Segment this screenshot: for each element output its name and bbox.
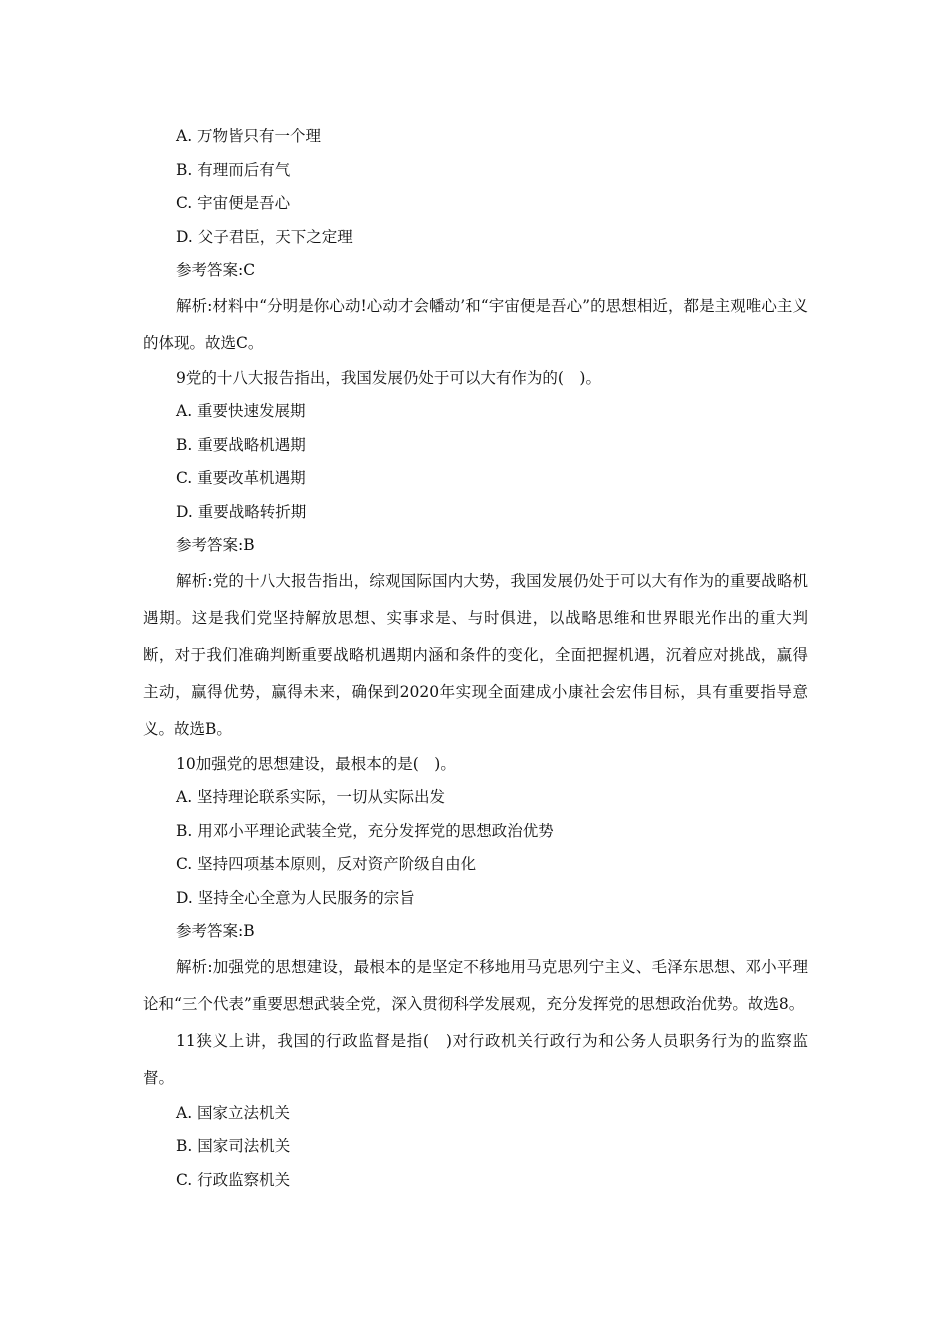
q8-option-b: B. 有理而后有气 <box>176 160 291 179</box>
q8-answer: 参考答案:C <box>176 261 256 279</box>
q11-option-a: A. 国家立法机关 <box>176 1103 291 1122</box>
q9-option-b: B. 重要战略机遇期 <box>176 435 306 454</box>
q9-answer: 参考答案:B <box>176 536 255 554</box>
q9-option-a: A. 重要快速发展期 <box>176 402 306 420</box>
q9-question: 9党的十八大报告指出，我国发展仍处于可以大有作为的( )。 <box>176 368 601 387</box>
q10-answer: 参考答案:B <box>176 922 255 940</box>
q8-option-d: D. 父子君臣，天下之定理 <box>176 227 353 246</box>
q8-option-c: C. 宇宙便是吾心 <box>176 194 291 212</box>
q10-option-d: D. 坚持全心全意为人民服务的宗旨 <box>176 888 415 907</box>
q8-analysis: 解析:材料中“分明是你心动!心动才会幡动’和“宇宙便是吾心”的思想相近，都是主观唯心主义的体现。故选C。 <box>143 296 808 352</box>
q8-option-a: A. 万物皆只有一个理 <box>176 127 322 145</box>
q10-option-b: B. 用邓小平理论武装全党，充分发挥党的思想政治优势 <box>176 821 554 840</box>
q9-option-c: C. 重要改革机遇期 <box>176 469 306 487</box>
document-body <box>143 120 808 1197</box>
q11-question: 11狭义上讲，我国的行政监督是指( )对行政机关行政行为和公务人员职务行为的监察监督。 <box>143 1031 808 1087</box>
q10-option-c: C. 坚持四项基本原则，反对资产阶级自由化 <box>176 855 477 873</box>
q10-option-a: A. 坚持理论联系实际，一切从实际出发 <box>176 788 446 806</box>
q11-option-c: C. 行政监察机关 <box>176 1170 291 1189</box>
q10-analysis: 解析:加强党的思想建设，最根本的是坚定不移地用马克思列宁主义、毛泽东思想、邓小平理论和“三个代表”重要思想武装全党，深入贯彻科学发展观，充分发挥党的思想政治优势。故选8。 <box>143 957 808 1013</box>
q9-analysis: 解析:党的十八大报告指出，综观国际国内大势，我国发展仍处于可以大有作为的重要战略机遇期。这是我们党坚持解放思想、实事求是、与时俱进，以战略思维和世界眼光作出的重大判断，对于我们准确判断重要战略机遇期内涵和条件的变化，全面把握机遇，沉着应对挑战，赢得主动，赢得优势，赢得未来，确保到2020年实现全面建成小康社会宏伟目标，具有重要指导意义。故选B。 <box>143 571 808 738</box>
q10-question: 10加强党的思想建设，最根本的是( )。 <box>176 754 456 773</box>
q11-option-b: B. 国家司法机关 <box>176 1137 291 1155</box>
q9-option-d: D. 重要战略转折期 <box>176 502 307 521</box>
